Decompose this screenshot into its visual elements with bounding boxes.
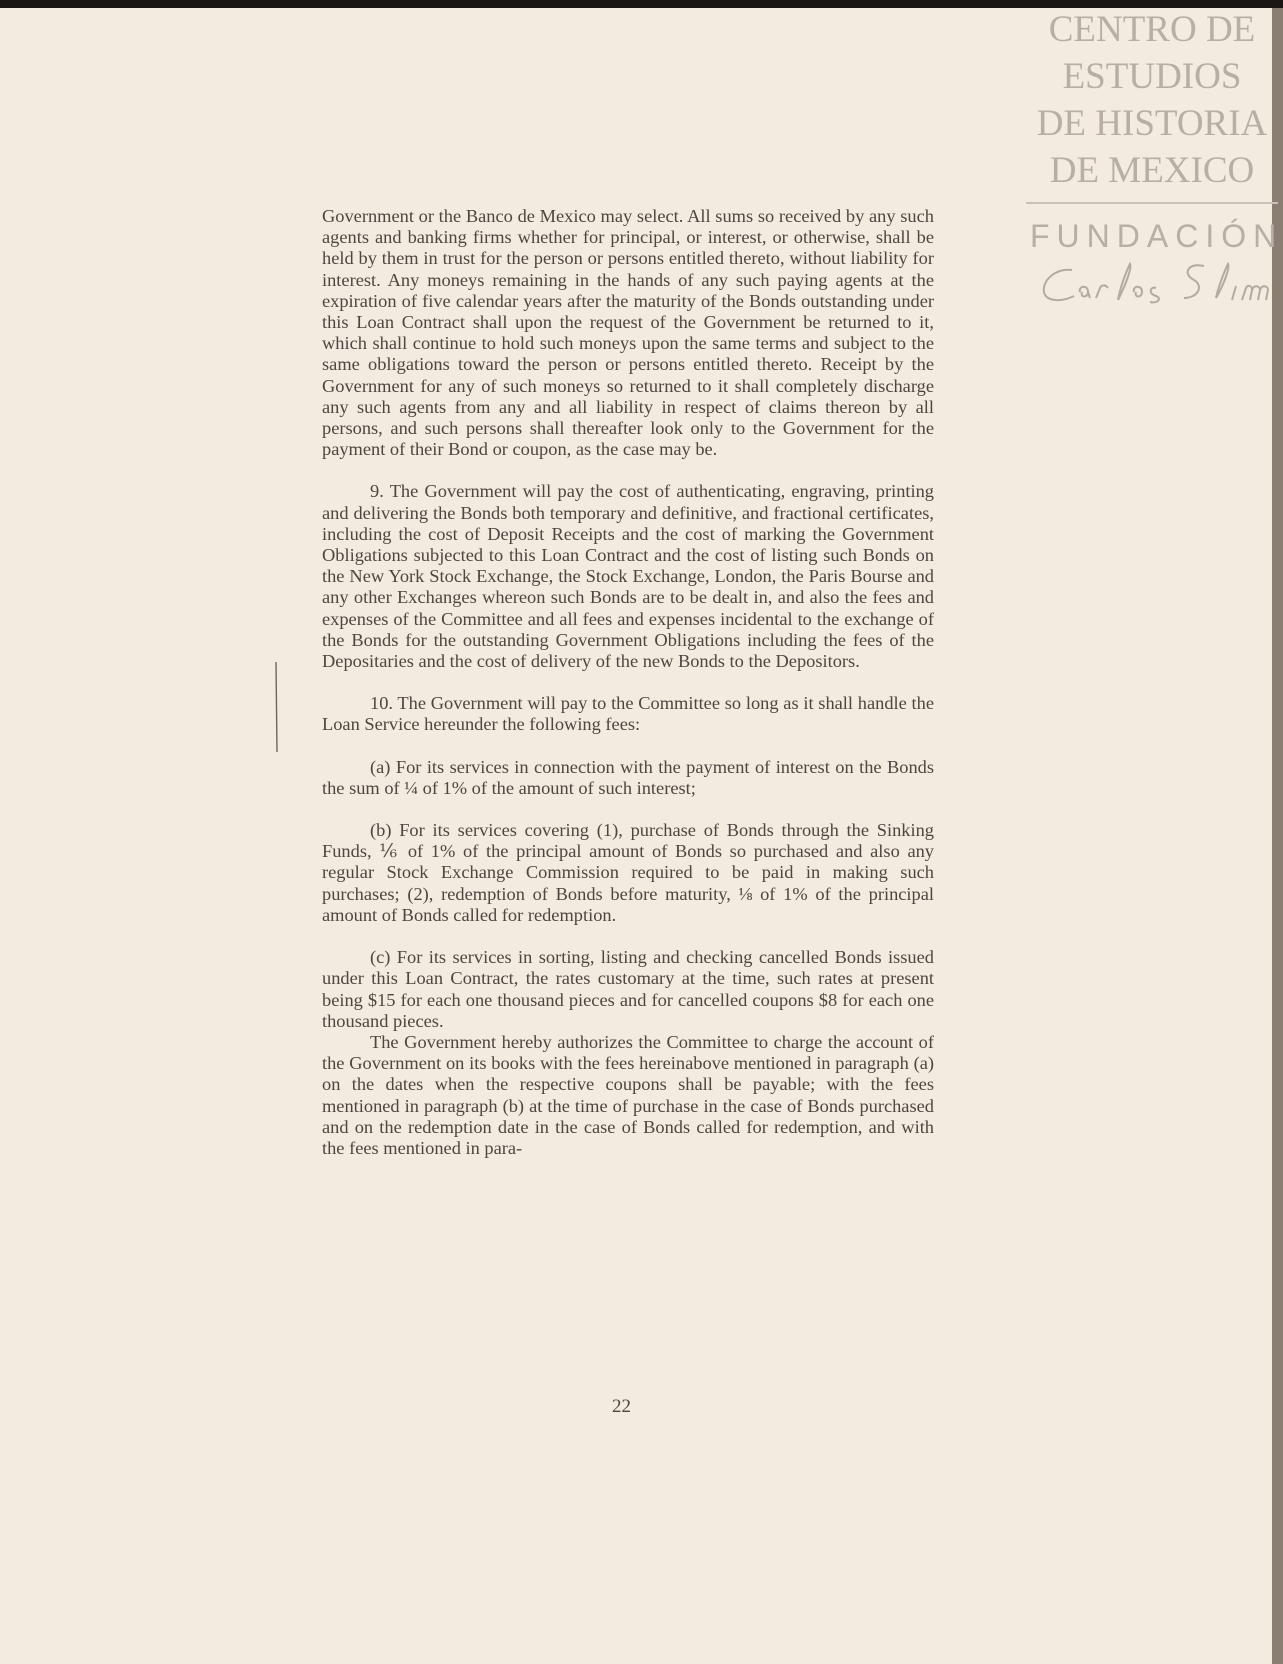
watermark-fundacion: FUNDACIÓN (1030, 218, 1283, 254)
watermark-line-1: CENTRO DE (1048, 9, 1256, 50)
paragraph-10-fees: 10. The Government will pay to the Committee so long as it shall handle the Loan Service hereunder the following fees: (322, 693, 934, 735)
paragraph-authorization: The Government hereby authorizes the Committee to charge the account of the Government on its books with the fees hereinabove mentioned in paragraph (a) on the dates when the respective coupons shall be payable; with the fees mentioned in paragraph (b) at the time of purchase in the case of Bonds purchased and on the redemption date in the case of Bonds called for redemption, and with the fees mentioned in para- (322, 1031, 934, 1158)
watermark-line-3: DE HISTORIA (1036, 103, 1268, 144)
watermark-line-4: DE MEXICO (1049, 150, 1255, 191)
paragraph-fee-c: (c) For its services in sorting, listing and checking cancelled Bonds issued under this Loan Contract, the rates customary at the time, such rates at present being $15 for each one thousand pieces and for cancelled coupons $8 for each one thousand pieces. (322, 947, 934, 1031)
watermark-divider (1026, 202, 1278, 204)
page-number: 22 (612, 1396, 631, 1417)
paragraph-fee-a: (a) For its services in connection with the payment of interest on the Bonds the sum of ¼ of 1% of the amount of such interest; (322, 756, 934, 798)
paragraph-payment-agents: Government or the Banco de Mexico may select. All sums so received by any such agents and banking firms whether for principal, or interest, or otherwise, shall be held by them in trust for the person or persons entitled thereto, without liability for interest. Any moneys remaining in the hands of any such paying agents at the expiration of five calendar years after the maturity of the Bonds outstanding under this Loan Contract shall upon the request of the Government be returned to it, which shall continue to hold such moneys upon the same terms and subject to the same obligations toward the person or persons entitled thereto. Receipt by the Government for any of such moneys so returned to it shall completely discharge any such agents from any and all liability in respect of claims thereon by all persons, and such persons shall thereafter look only to the Government for the payment of their Bond or coupon, as the case may be. (322, 206, 934, 460)
document-body (322, 206, 934, 1159)
paragraph-9-costs: 9. The Government will pay the cost of authenticating, engraving, printing and delivering the Bonds both temporary and definitive, and fractional certificates, including the cost of Deposit Receipts and the cost of marking the Government Obligations subjected to this Loan Contract and the cost of listing such Bonds on the New York Stock Exchange, the Stock Exchange, London, the Paris Bourse and any other Exchanges whereon such Bonds are to be dealt in, and also the fees and expenses of the Committee and all fees and expenses incidental to the exchange of the Bonds for the outstanding Government Obligations including the fees of the Depositaries and the cost of delivery of the new Bonds to the Depositors. (322, 481, 934, 672)
signature-icon (1034, 258, 1274, 310)
margin-pencil-mark (275, 662, 278, 752)
watermark-logo (1026, 6, 1283, 310)
watermark-line-2: ESTUDIOS (1062, 56, 1242, 97)
paragraph-fee-b: (b) For its services covering (1), purchase of Bonds through the Sinking Funds, ⅙ of 1% of the principal amount of Bonds so purchased and also any regular Stock Exchange Commission required to be paid in making such purchases; (2), redemption of Bonds before maturity, ⅛ of 1% of the principal amount of Bonds called for redemption. (322, 820, 934, 925)
